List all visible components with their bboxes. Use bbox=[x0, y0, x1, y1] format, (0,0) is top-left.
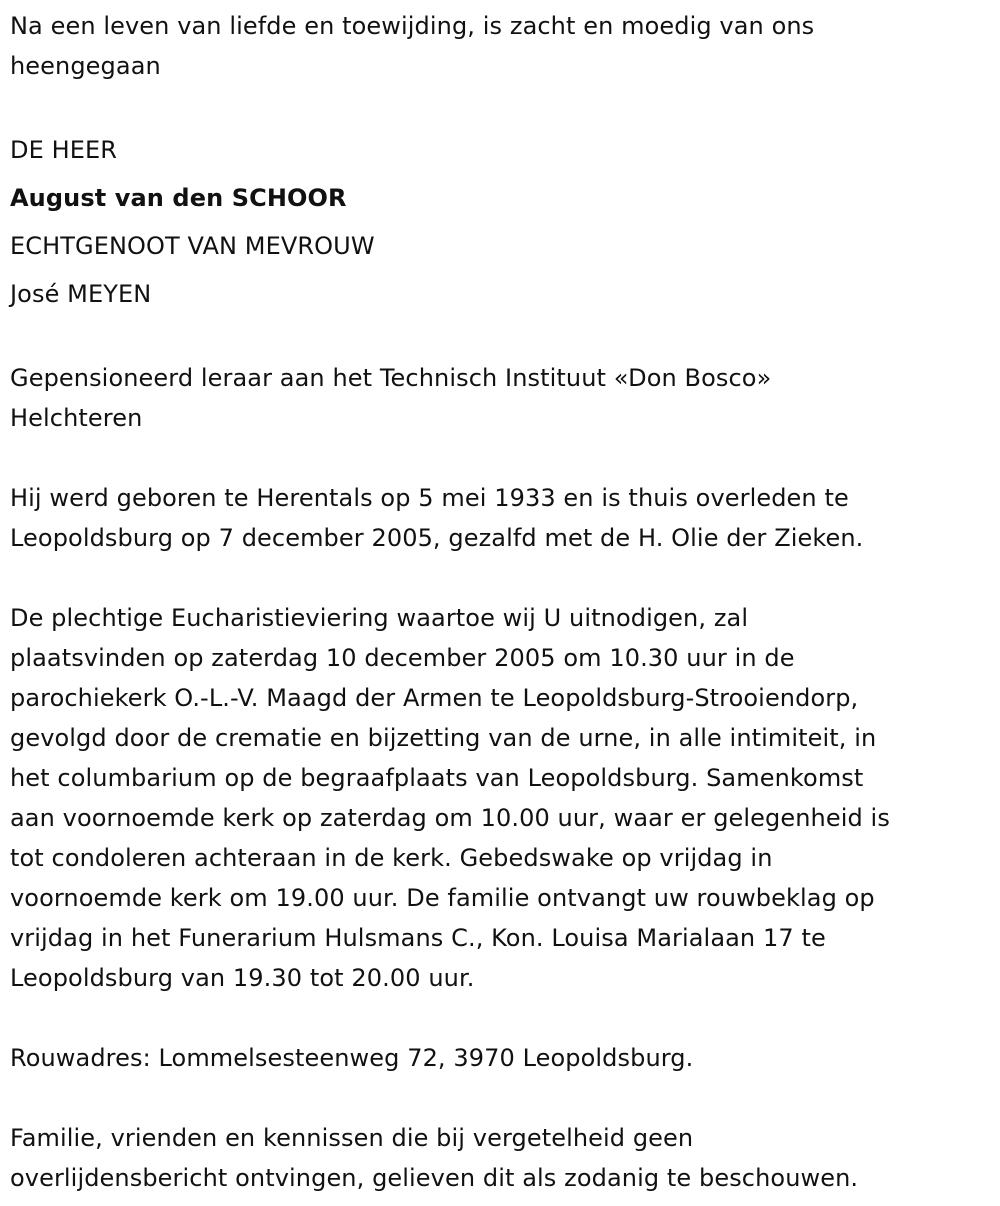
ceremony-line: plaatsvinden op zaterdag 10 december 2005 om 10.30 uur in de bbox=[10, 644, 795, 672]
ceremony-line: voornoemde kerk om 19.00 uur. De familie ontvangt uw rouwbeklag op bbox=[10, 884, 875, 912]
birth-death-line: Hij werd geboren te Herentals op 5 mei 1933 en is thuis overleden te bbox=[10, 484, 849, 512]
closing-line: overlijdensbericht ontvingen, gelieven dit als zodanig te beschouwen. bbox=[10, 1164, 859, 1192]
ceremony-line: vrijdag in het Funerarium Hulsmans C., Kon. Louisa Marialaan 17 te bbox=[10, 924, 826, 952]
spouse-name: José MEYEN bbox=[10, 280, 152, 308]
ceremony-line: parochiekerk O.-L.-V. Maagd der Armen te Leopoldsburg-Strooiendorp, bbox=[10, 684, 859, 712]
profession-paragraph bbox=[10, 358, 990, 438]
ceremony-paragraph bbox=[10, 598, 990, 998]
intro-line: Na een leven van liefde en toewijding, is zacht en moedig van ons bbox=[10, 12, 815, 40]
ceremony-line: De plechtige Eucharistieviering waartoe wij U uitnodigen, zal bbox=[10, 604, 749, 632]
birth-death-paragraph bbox=[10, 478, 990, 558]
intro-paragraph bbox=[10, 6, 990, 86]
ceremony-line: tot condoleren achteraan in de kerk. Gebedswake op vrijdag in bbox=[10, 844, 773, 872]
intro-line: heengegaan bbox=[10, 52, 161, 80]
ceremony-line: Leopoldsburg van 19.30 tot 20.00 uur. bbox=[10, 964, 475, 992]
mourning-address: Rouwadres: Lommelsesteenweg 72, 3970 Leopoldsburg. bbox=[10, 1044, 694, 1072]
closing-paragraph bbox=[10, 1118, 990, 1198]
title-line: DE HEER bbox=[10, 136, 118, 164]
address-paragraph bbox=[10, 1038, 990, 1078]
deceased-name: August van den SCHOOR bbox=[10, 184, 347, 212]
ceremony-line: aan voornoemde kerk op zaterdag om 10.00 uur, waar er gelegenheid is bbox=[10, 804, 890, 832]
ceremony-line: gevolgd door de crematie en bijzetting van de urne, in alle intimiteit, in bbox=[10, 724, 877, 752]
deceased-heading bbox=[10, 126, 990, 318]
relation-line: ECHTGENOOT VAN MEVROUW bbox=[10, 232, 375, 260]
birth-death-line: Leopoldsburg op 7 december 2005, gezalfd met de H. Olie der Zieken. bbox=[10, 524, 864, 552]
profession-line: Helchteren bbox=[10, 404, 143, 432]
ceremony-line: het columbarium op de begraafplaats van Leopoldsburg. Samenkomst bbox=[10, 764, 864, 792]
profession-line: Gepensioneerd leraar aan het Technisch Instituut «Don Bosco» bbox=[10, 364, 772, 392]
closing-line: Familie, vrienden en kennissen die bij vergetelheid geen bbox=[10, 1124, 694, 1152]
